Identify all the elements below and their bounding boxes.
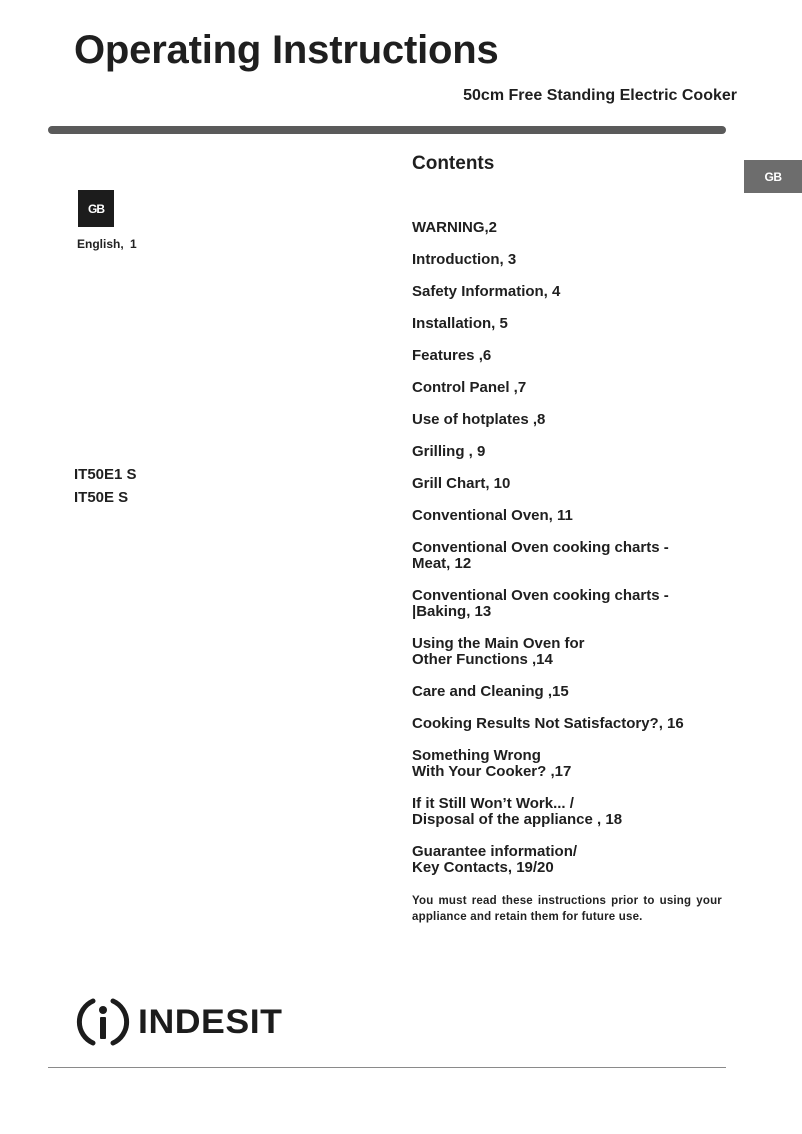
toc-item: Conventional Oven, 11 [412, 507, 573, 524]
toc-item: Using the Main Oven for Other Functions ,14 [412, 635, 585, 668]
table-of-contents [412, 220, 732, 892]
brand-logo [76, 995, 283, 1049]
brand-wordmark: INDESIT [138, 1002, 283, 1041]
contents-heading: Contents [412, 153, 495, 174]
toc-item: If it Still Won’t Work... / Disposal of the appliance , 18 [412, 795, 623, 828]
toc-item: WARNING,2 [412, 219, 498, 236]
indesit-logo-icon [76, 995, 130, 1049]
language-badge: GB [78, 190, 114, 227]
header-divider [48, 126, 726, 134]
model-number: IT50E1 S [74, 466, 137, 483]
toc-item: Use of hotplates ,8 [412, 411, 546, 428]
page-title: Operating Instructions [74, 28, 499, 72]
toc-item: Grilling , 9 [412, 443, 486, 460]
language-page-ref: English, 1 [77, 237, 137, 251]
model-list [74, 463, 137, 509]
toc-item: Control Panel ,7 [412, 379, 527, 396]
toc-item: Cooking Results Not Satisfactory?, 16 [412, 715, 684, 732]
toc-item: Conventional Oven cooking charts - Meat, 12 [412, 539, 669, 572]
toc-item: Features ,6 [412, 347, 492, 364]
model-number: IT50E S [74, 489, 129, 506]
toc-item: Introduction, 3 [412, 251, 517, 268]
toc-item: Conventional Oven cooking charts - |Baking, 13 [412, 587, 669, 620]
language-side-tab: GB [744, 160, 802, 193]
read-instructions-notice: You must read these instructions prior to using your appliance and retain them for future use. [412, 895, 722, 923]
toc-item: Grill Chart, 10 [412, 475, 511, 492]
toc-item: Guarantee information/ Key Contacts, 19/20 [412, 843, 578, 876]
toc-item: Safety Information, 4 [412, 283, 561, 300]
page-subtitle: 50cm Free Standing Electric Cooker [463, 87, 737, 104]
toc-item: Care and Cleaning ,15 [412, 683, 569, 700]
footer-divider [48, 1067, 726, 1068]
toc-item: Installation, 5 [412, 315, 508, 332]
toc-item: Something Wrong With Your Cooker? ,17 [412, 747, 572, 780]
